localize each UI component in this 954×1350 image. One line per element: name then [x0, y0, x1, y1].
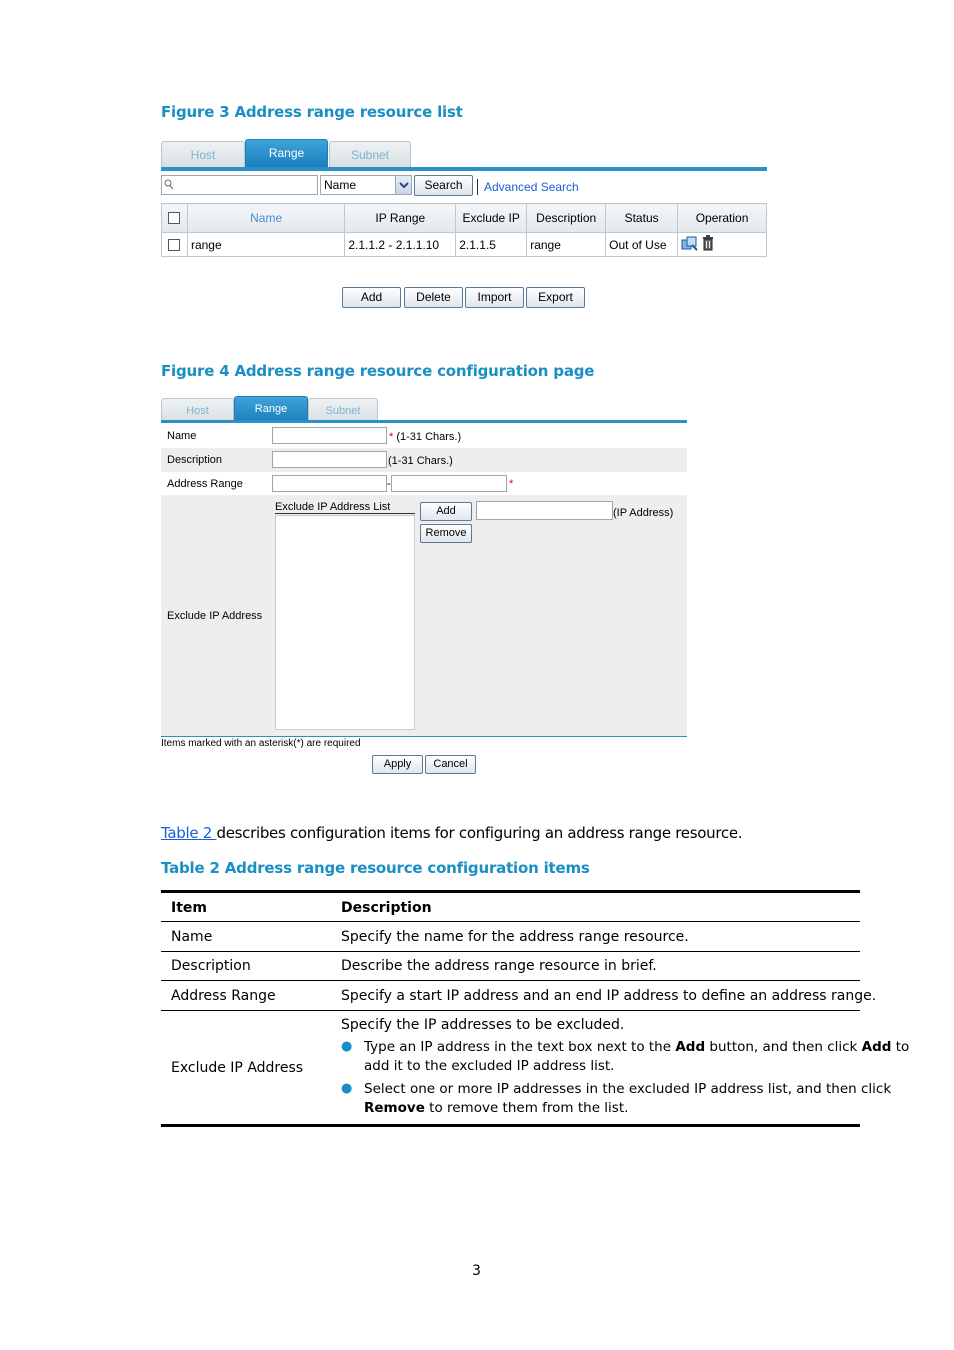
figure3-caption: Figure 3 Address range resource list: [161, 103, 463, 121]
page-number: 3: [472, 1263, 481, 1279]
body-sentence: describes configuration items for configuring an address range resource.: [216, 824, 743, 842]
ip-address-hint: (IP Address): [613, 507, 674, 519]
select-value: Name: [324, 178, 357, 192]
exclude-list-title: Exclude IP Address List: [275, 501, 391, 513]
col-description: Description: [527, 204, 606, 233]
description-cell: Describe the address range resource in brief.: [341, 958, 657, 974]
cell-name: range: [187, 233, 344, 257]
table-row: [161, 981, 877, 1011]
exclude-remove-button[interactable]: Remove: [420, 524, 472, 543]
description-label: Description: [167, 454, 223, 466]
name-input[interactable]: [272, 427, 387, 444]
description-hint: (1-31 Chars.): [388, 455, 453, 467]
item-cell: Address Range: [171, 988, 276, 1004]
tab-underline: [161, 167, 767, 171]
table-row: [161, 952, 860, 981]
exclude-add-button[interactable]: Add: [420, 502, 472, 521]
range-required-mark: *: [509, 478, 514, 490]
range-end-input[interactable]: [391, 475, 507, 492]
cancel-button[interactable]: Cancel: [425, 755, 476, 774]
range-resource-table: [161, 203, 767, 257]
bullet-2-line1: Select one or more IP addresses in the excluded IP address list, and then click: [364, 1081, 892, 1097]
col-ip-range: IP Range: [345, 204, 456, 233]
bullet-dot: ●: [341, 1039, 353, 1054]
header-item: Item: [171, 900, 207, 916]
item-cell: Description: [171, 958, 251, 974]
tab-host[interactable]: Host: [161, 398, 234, 422]
table-row: [161, 1011, 910, 1127]
table-row: [162, 233, 767, 257]
bullet-2-line2: Remove to remove them from the list.: [364, 1100, 629, 1116]
description-cell: Specify a start IP address and an end IP address to define an address range.: [341, 988, 877, 1004]
advanced-search-link[interactable]: Advanced Search: [484, 180, 579, 194]
select-all-checkbox[interactable]: [168, 212, 180, 224]
tab-range[interactable]: Range: [234, 396, 308, 422]
row-checkbox[interactable]: [168, 239, 180, 251]
row-select-cell: [162, 233, 188, 257]
table-row: [161, 922, 860, 952]
cell-ip-range: 2.1.1.2 - 2.1.1.10: [345, 233, 456, 257]
name-label: Name: [167, 430, 197, 442]
table-header-row: [162, 204, 767, 233]
tab-subnet[interactable]: Subnet: [308, 398, 378, 422]
select-all-cell: [162, 204, 188, 233]
import-button[interactable]: Import: [465, 287, 524, 308]
cell-status: Out of Use: [606, 233, 678, 257]
range-separator: -: [387, 478, 391, 490]
tab-host[interactable]: Host: [161, 141, 245, 167]
col-name[interactable]: Name: [187, 204, 344, 233]
table2: [161, 890, 910, 1128]
apply-button[interactable]: Apply: [372, 755, 423, 774]
table2-caption: Table 2 Address range resource configuration items: [161, 859, 590, 877]
form-bottom-line: [161, 736, 687, 737]
item-cell: Exclude IP Address: [171, 1060, 304, 1076]
address-range-row: [161, 472, 687, 495]
required-footnote: Items marked with an asterisk(*) are required: [161, 738, 361, 749]
body-paragraph: [161, 824, 742, 842]
bullet-dot: ●: [341, 1081, 353, 1096]
table2-header-row: [161, 893, 860, 922]
add-button[interactable]: Add: [342, 287, 401, 308]
col-status: Status: [606, 204, 678, 233]
address-range-label: Address Range: [167, 478, 243, 490]
table2-link[interactable]: Table 2: [161, 824, 217, 842]
cell-operation: [678, 233, 767, 257]
exclude-ip-row: [161, 495, 687, 737]
header-description: Description: [341, 900, 432, 916]
col-operation: Operation: [678, 204, 767, 233]
cell-description: range: [527, 233, 606, 257]
delete-icon[interactable]: [702, 235, 714, 254]
range-start-input[interactable]: [272, 475, 387, 492]
export-button[interactable]: Export: [526, 287, 585, 308]
chevron-down-icon[interactable]: [395, 176, 411, 194]
search-field-select[interactable]: [320, 175, 412, 195]
tab-underline: [161, 420, 687, 423]
name-hint: * (1-31 Chars.): [389, 431, 462, 443]
search-input[interactable]: [161, 175, 318, 195]
edit-icon[interactable]: [681, 235, 699, 254]
tab-subnet[interactable]: Subnet: [329, 141, 411, 167]
tab-range[interactable]: Range: [245, 139, 328, 167]
cell-exclude-ip: 2.1.1.5: [456, 233, 527, 257]
item-cell: Name: [171, 929, 213, 945]
search-button[interactable]: Search: [414, 175, 473, 196]
separator: [477, 179, 478, 195]
description-row: [161, 448, 687, 472]
table2-bottom-rule: [161, 1124, 860, 1127]
exclude-list-title-underline: [275, 513, 415, 514]
exclude-ip-label: Exclude IP Address: [167, 610, 263, 622]
description-input[interactable]: [272, 451, 387, 468]
search-icon: [164, 178, 174, 196]
bullet-1-line1: Type an IP address in the text box next to the Add button, and then click Add to: [364, 1039, 910, 1055]
description-cell: Specify the name for the address range resource.: [341, 929, 689, 945]
exclude-ip-input[interactable]: [476, 501, 613, 520]
exclude-ip-listbox[interactable]: [275, 515, 415, 730]
delete-button[interactable]: Delete: [404, 287, 463, 308]
figure4-caption: Figure 4 Address range resource configuration page: [161, 362, 595, 380]
description-cell: Specify the IP addresses to be excluded.: [341, 1017, 625, 1033]
name-row: [161, 424, 687, 448]
bullet-1-line2: add it to the excluded IP address list.: [364, 1058, 615, 1074]
col-exclude-ip: Exclude IP: [456, 204, 527, 233]
